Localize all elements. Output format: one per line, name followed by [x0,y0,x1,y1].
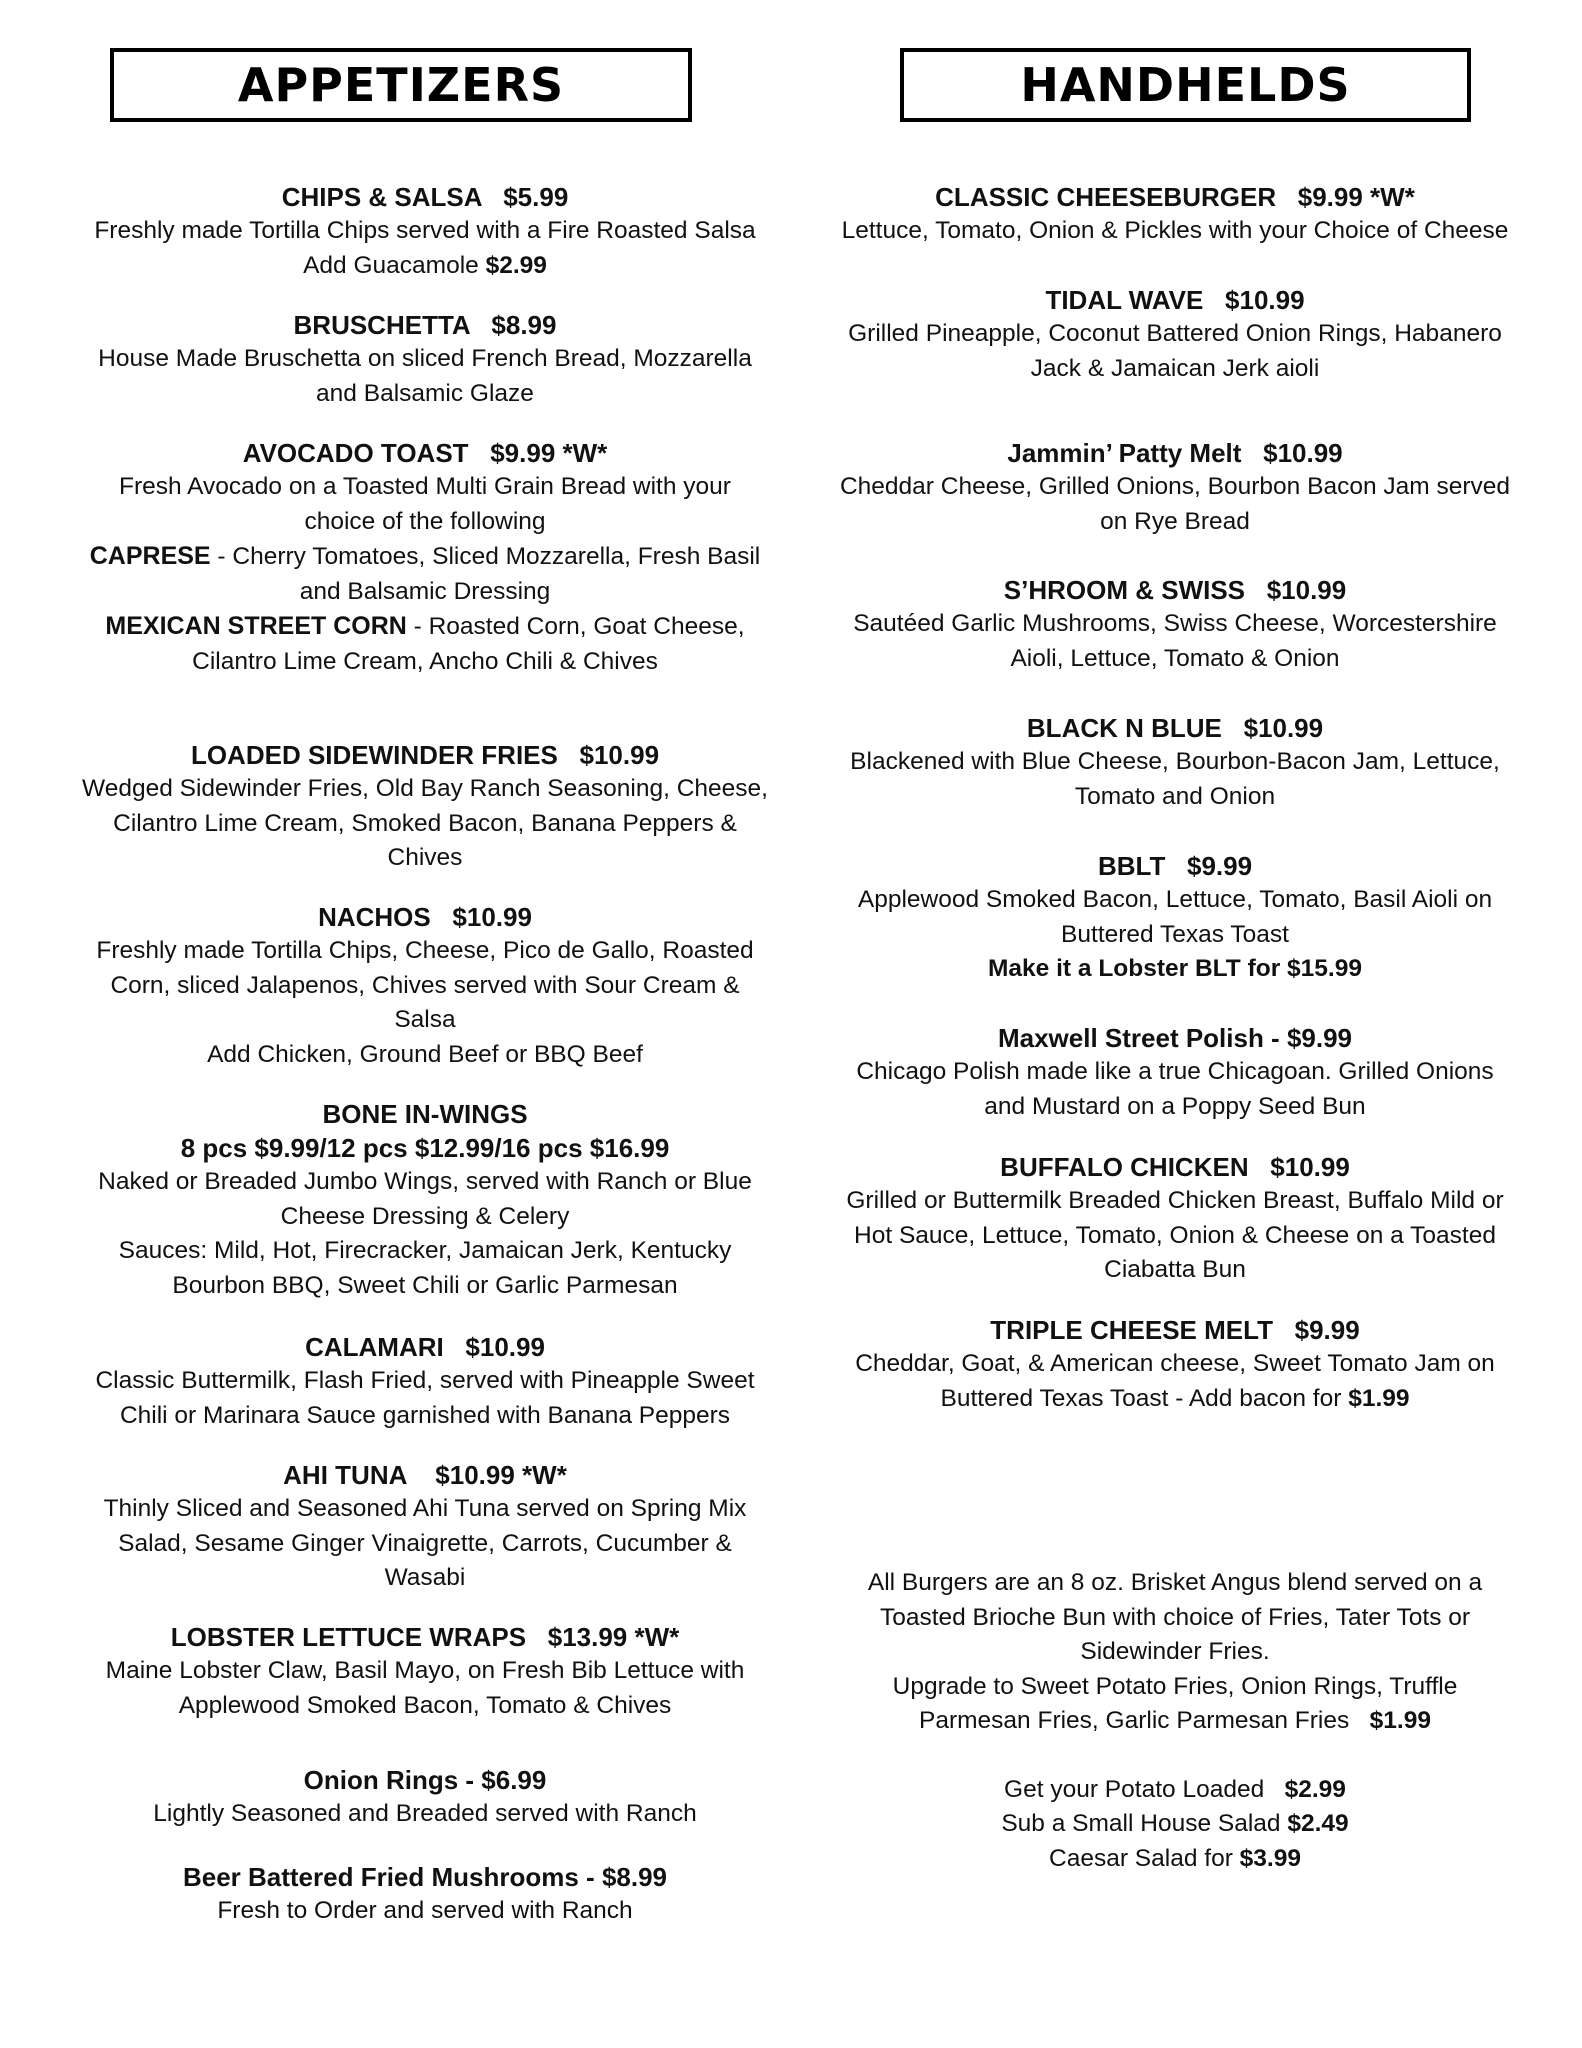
item-description: Chicago Polish made like a true Chicagoan. Grilled Onions [856,1058,1494,1085]
item-title: BBLT $9.99 [1097,851,1253,881]
option-mexican-detail: Cilantro Lime Cream, Ancho Chili & Chives [192,647,658,675]
item-description: Grilled or Buttermilk Breaded Chicken Breast, Buffalo Mild or [846,1187,1504,1214]
menu-item-fried-mushrooms [70,1860,780,1929]
item-title: Onion Rings - $6.99 [303,1765,547,1795]
item-title: LOBSTER LETTUCE WRAPS $13.99 *W* [170,1622,680,1652]
note-line: All Burgers are an 8 oz. Brisket Angus blend served on a [867,1569,1483,1596]
upcharge-loaded-potato: Get your Potato Loaded $2.99 [1004,1775,1346,1803]
item-description: and Balsamic Glaze [316,379,534,407]
item-title: BRUSCHETTA $8.99 [293,310,557,340]
item-description: Lightly Seasoned and Breaded served with Ranch [153,1800,697,1827]
item-title: S’HROOM & SWISS $10.99 [1003,575,1347,605]
item-description: Cheese Dressing & Celery [280,1202,570,1230]
note-line: Upgrade to Sweet Potato Fries, Onion Rings, Truffle [892,1672,1458,1700]
appetizers-header: APPETIZERS [110,48,692,122]
menu-item-avocado-toast [70,436,780,679]
item-addon: Add Guacamole $2.99 [303,251,547,279]
item-description: Wedged Sidewinder Fries, Old Bay Ranch Seasoning, Cheese, [82,775,768,802]
item-description: Thinly Sliced and Seasoned Ahi Tuna served on Spring Mix [103,1495,747,1522]
item-title: Maxwell Street Polish - $9.99 [997,1023,1353,1053]
item-sauces: Sauces: Mild, Hot, Firecracker, Jamaican Jerk, Kentucky [118,1237,732,1264]
item-title: CHIPS & SALSA $5.99 [281,182,569,212]
item-description: Chives [387,844,463,871]
menu-item-calamari [70,1330,780,1433]
item-description: Sautéed Garlic Mushrooms, Swiss Cheese, Worcestershire [853,610,1497,637]
item-description: Fresh Avocado on a Toasted Multi Grain Bread with your [119,473,731,500]
item-description: Grilled Pineapple, Coconut Battered Onion Rings, Habanero [848,320,1502,347]
item-description: Wasabi [384,1564,466,1591]
item-description: Hot Sauce, Lettuce, Tomato, Onion & Cheese on a Toasted [854,1221,1496,1249]
note-line: Toasted Brioche Bun with choice of Fries, Tater Tots or [879,1603,1471,1631]
menu-item-patty-melt [815,436,1535,539]
menu-item-shroom-swiss [815,573,1535,676]
item-title: TRIPLE CHEESE MELT $9.99 [990,1315,1360,1345]
option-caprese-detail: and Balsamic Dressing [299,577,551,605]
item-description: Ciabatta Bun [1104,1256,1246,1283]
menu-item-triple-cheese-melt [815,1313,1535,1416]
item-description: Buttered Texas Toast [1061,920,1289,948]
item-title: NACHOS $10.99 [318,902,532,932]
item-title: TIDAL WAVE $10.99 [1045,285,1305,315]
note-line: Parmesan Fries, Garlic Parmesan Fries $1.99 [919,1707,1431,1734]
item-addon: Add Chicken, Ground Beef or BBQ Beef [207,1040,643,1068]
menu-item-bblt [815,849,1535,987]
item-description: Jack & Jamaican Jerk aioli [1030,354,1320,382]
item-description: Cheddar Cheese, Grilled Onions, Bourbon Bacon Jam served [839,473,1511,500]
item-title: LOADED SIDEWINDER FRIES $10.99 [190,740,660,770]
item-description: Lettuce, Tomato, Onion & Pickles with your Choice of Cheese [841,217,1509,244]
item-addon: Buttered Texas Toast - Add bacon for $1.99 [940,1384,1410,1412]
menu-item-tidal-wave [815,283,1535,386]
item-description: Blackened with Blue Cheese, Bourbon-Bacon Jam, Lettuce, [850,748,1500,775]
item-description: Salad, Sesame Ginger Vinaigrette, Carrots, Cucumber & [118,1529,732,1557]
item-description: Aioli, Lettuce, Tomato & Onion [1010,644,1340,672]
item-title: Jammin’ Patty Melt $10.99 [1007,438,1343,468]
item-description: Naked or Breaded Jumbo Wings, served with Ranch or Blue [98,1168,752,1195]
item-title: AVOCADO TOAST $9.99 *W* [242,438,608,468]
item-description: and Mustard on a Poppy Seed Bun [984,1092,1366,1120]
menu-item-classic-cheeseburger [815,180,1535,249]
item-title: CLASSIC CHEESEBURGER $9.99 *W* [935,182,1415,212]
menu-item-chips-salsa [70,180,780,283]
upcharge-house-salad: Sub a Small House Salad $2.49 [1001,1810,1349,1837]
item-upgrade: Make it a Lobster BLT for $15.99 [988,955,1362,982]
item-title: Beer Battered Fried Mushrooms - $8.99 [182,1862,668,1892]
menu-item-loaded-fries [70,738,780,876]
item-description: Freshly made Tortilla Chips, Cheese, Pico de Gallo, Roasted [96,937,754,964]
item-description: Fresh to Order and served with Ranch [217,1897,633,1924]
menu-item-black-n-blue [815,711,1535,814]
item-sauces: Bourbon BBQ, Sweet Chili or Garlic Parmesan [172,1271,678,1299]
item-description: Tomato and Onion [1074,782,1276,810]
burger-notes [815,1566,1535,1876]
item-description: House Made Bruschetta on sliced French Bread, Mozzarella [98,345,752,372]
item-title: BUFFALO CHICKEN $10.99 [1000,1152,1350,1182]
item-description: Applewood Smoked Bacon, Lettuce, Tomato, Basil Aioli on [857,886,1493,913]
menu-item-buffalo-chicken [815,1150,1535,1288]
item-description: choice of the following [304,507,546,535]
item-title: BLACK N BLUE $10.99 [1026,713,1324,743]
item-title: BONE IN-WINGS [322,1099,528,1129]
item-description: Cilantro Lime Cream, Smoked Bacon, Banana Peppers & [113,809,737,837]
item-prices: 8 pcs $9.99/12 pcs $12.99/16 pcs $16.99 [180,1133,670,1163]
menu-item-lobster-wraps [70,1620,780,1723]
item-description: Applewood Smoked Bacon, Tomato & Chives [178,1691,672,1719]
menu-item-nachos [70,900,780,1072]
note-line: Sidewinder Fries. [1080,1638,1270,1665]
item-description: Chili or Marinara Sauce garnished with Banana Peppers [119,1401,731,1429]
item-description: Maine Lobster Claw, Basil Mayo, on Fresh Bib Lettuce with [105,1657,745,1684]
menu-item-bone-in-wings [70,1097,780,1303]
item-title: AHI TUNA $10.99 *W* [283,1460,567,1490]
item-description: Freshly made Tortilla Chips served with a Fire Roasted Salsa [94,217,756,244]
item-title: CALAMARI $10.99 [305,1332,545,1362]
menu-item-ahi-tuna [70,1458,780,1596]
item-description: Classic Buttermilk, Flash Fried, served with Pineapple Sweet [95,1367,755,1394]
menu-item-onion-rings [70,1763,780,1832]
menu-item-bruschetta [70,308,780,411]
option-caprese: CAPRESE - Cherry Tomatoes, Sliced Mozzarella, Fresh Basil [89,542,761,570]
upcharge-caesar-salad: Caesar Salad for $3.99 [1049,1844,1301,1872]
menu-item-maxwell-polish [815,1021,1535,1124]
option-mexican-street-corn: MEXICAN STREET CORN - Roasted Corn, Goat Cheese, [105,612,745,640]
handhelds-header: HANDHELDS [900,48,1471,122]
item-description: Cheddar, Goat, & American cheese, Sweet Tomato Jam on [855,1350,1495,1377]
item-description: Salsa [394,1006,456,1033]
item-description: on Rye Bread [1100,507,1250,535]
item-description: Corn, sliced Jalapenos, Chives served with Sour Cream & [110,971,740,999]
